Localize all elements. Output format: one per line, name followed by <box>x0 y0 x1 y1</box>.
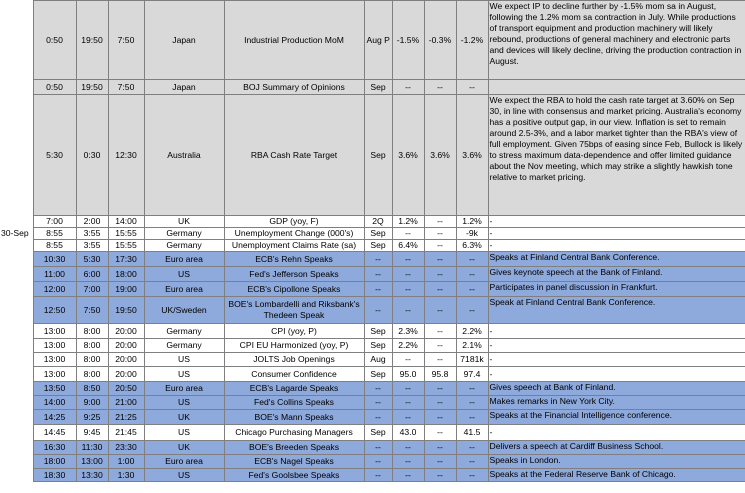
time-gmt-cell: 5:30 <box>33 95 76 216</box>
period-cell: -- <box>364 297 392 324</box>
event-cell: Consumer Confidence <box>224 367 364 382</box>
country-cell: Euro area <box>144 282 224 297</box>
date-cell <box>0 1 33 80</box>
previous-cell: 2.1% <box>456 339 488 353</box>
country-cell: Germany <box>144 324 224 339</box>
country-cell: UK/Sweden <box>144 297 224 324</box>
date-cell <box>0 410 33 425</box>
time-gmt-cell: 0:50 <box>33 1 76 80</box>
forecast-cell: -- <box>392 252 424 267</box>
comment-cell: Speaks in London. <box>488 455 745 469</box>
previous-cell: -- <box>456 455 488 469</box>
period-cell: -- <box>364 382 392 396</box>
time-asia-cell: 20:00 <box>108 324 144 339</box>
comment-cell: Speaks at the Financial Intelligence conference. <box>488 410 745 425</box>
country-cell: US <box>144 469 224 482</box>
forecast-cell: -- <box>392 282 424 297</box>
consensus-cell: -- <box>424 240 456 252</box>
time-gmt-cell: 14:45 <box>33 425 76 441</box>
country-cell: Euro area <box>144 455 224 469</box>
date-cell <box>0 297 33 324</box>
consensus-cell: -- <box>424 410 456 425</box>
time-gmt-cell: 0:50 <box>33 80 76 95</box>
forecast-cell: -- <box>392 410 424 425</box>
country-cell: US <box>144 353 224 367</box>
event-cell: BOJ Summary of Opinions <box>224 80 364 95</box>
event-cell: ECB's Cipollone Speaks <box>224 282 364 297</box>
time-gmt-cell: 13:00 <box>33 367 76 382</box>
time-et-cell: 9:25 <box>76 410 108 425</box>
period-cell: -- <box>364 396 392 410</box>
date-cell <box>0 282 33 297</box>
table-row <box>0 396 745 410</box>
date-cell <box>0 441 33 455</box>
forecast-cell: -- <box>392 455 424 469</box>
table-row <box>0 297 745 324</box>
event-cell: ECB's Rehn Speaks <box>224 252 364 267</box>
time-asia-cell: 18:00 <box>108 267 144 282</box>
table-row <box>0 324 745 339</box>
comment-cell <box>488 80 745 95</box>
country-cell: US <box>144 396 224 410</box>
time-et-cell: 3:55 <box>76 228 108 240</box>
country-cell: Japan <box>144 1 224 80</box>
time-et-cell: 2:00 <box>76 216 108 228</box>
comment-cell: We expect the RBA to hold the cash rate target at 3.60% on Sep 30, in line with consensus and market pricing. Australia's economy has a positive output gap, in our view. Inflation is set to remain around 2.5-3%, and a labor market tighter than the RBA's view of full employment. Given 75bps of easing since Feb, Bullock is likely to stress maximum data-dependence and offer limited guidance about the Nov meeting, which may strike a slightly hawkish tone relative to market pricing. <box>488 95 745 216</box>
consensus-cell: -- <box>424 396 456 410</box>
time-et-cell: 7:50 <box>76 297 108 324</box>
previous-cell: 2.2% <box>456 324 488 339</box>
previous-cell: 1.2% <box>456 216 488 228</box>
country-cell: Germany <box>144 339 224 353</box>
time-gmt-cell: 7:00 <box>33 216 76 228</box>
table-row <box>0 1 745 80</box>
time-asia-cell: 20:00 <box>108 339 144 353</box>
table-row <box>0 228 745 240</box>
forecast-cell: 3.6% <box>392 95 424 216</box>
country-cell: US <box>144 425 224 441</box>
time-asia-cell: 7:50 <box>108 80 144 95</box>
country-cell: Japan <box>144 80 224 95</box>
time-gmt-cell: 8:55 <box>33 240 76 252</box>
time-gmt-cell: 13:00 <box>33 353 76 367</box>
consensus-cell: -- <box>424 469 456 482</box>
date-cell <box>0 216 33 228</box>
time-et-cell: 19:50 <box>76 1 108 80</box>
comment-cell: Makes remarks in New York City. <box>488 396 745 410</box>
date-cell <box>0 382 33 396</box>
previous-cell: -9k <box>456 228 488 240</box>
consensus-cell: -- <box>424 441 456 455</box>
consensus-cell: -0.3% <box>424 1 456 80</box>
period-cell: Sep <box>364 425 392 441</box>
time-gmt-cell: 11:00 <box>33 267 76 282</box>
previous-cell: -- <box>456 441 488 455</box>
event-cell: Fed's Collins Speaks <box>224 396 364 410</box>
country-cell: Euro area <box>144 252 224 267</box>
consensus-cell: 3.6% <box>424 95 456 216</box>
event-cell: BOE's Breeden Speaks <box>224 441 364 455</box>
event-cell: BOE's Mann Speaks <box>224 410 364 425</box>
forecast-cell: -1.5% <box>392 1 424 80</box>
date-cell <box>0 252 33 267</box>
previous-cell: -- <box>456 80 488 95</box>
country-cell: Germany <box>144 240 224 252</box>
time-asia-cell: 19:00 <box>108 282 144 297</box>
period-cell: -- <box>364 469 392 482</box>
table-row <box>0 216 745 228</box>
previous-cell: -- <box>456 469 488 482</box>
event-cell: GDP (yoy, F) <box>224 216 364 228</box>
country-cell: UK <box>144 216 224 228</box>
time-gmt-cell: 12:50 <box>33 297 76 324</box>
forecast-cell: 6.4% <box>392 240 424 252</box>
time-asia-cell: 15:55 <box>108 228 144 240</box>
time-asia-cell: 21:25 <box>108 410 144 425</box>
time-asia-cell: 1:30 <box>108 469 144 482</box>
consensus-cell: -- <box>424 425 456 441</box>
forecast-cell: 2.3% <box>392 324 424 339</box>
previous-cell: -- <box>456 297 488 324</box>
time-gmt-cell: 13:50 <box>33 382 76 396</box>
forecast-cell: -- <box>392 396 424 410</box>
consensus-cell: -- <box>424 339 456 353</box>
consensus-cell: 95.8 <box>424 367 456 382</box>
country-cell: UK <box>144 441 224 455</box>
time-et-cell: 8:00 <box>76 353 108 367</box>
period-cell: Sep <box>364 95 392 216</box>
consensus-cell: -- <box>424 324 456 339</box>
table-row <box>0 382 745 396</box>
previous-cell: 7181k <box>456 353 488 367</box>
time-asia-cell: 19:50 <box>108 297 144 324</box>
event-cell: Chicago Purchasing Managers <box>224 425 364 441</box>
event-cell: ECB's Nagel Speaks <box>224 455 364 469</box>
country-cell: US <box>144 267 224 282</box>
previous-cell: 3.6% <box>456 95 488 216</box>
previous-cell: 6.3% <box>456 240 488 252</box>
comment-cell: Gives keynote speech at the Bank of Finland. <box>488 267 745 282</box>
date-cell <box>0 339 33 353</box>
time-et-cell: 8:00 <box>76 324 108 339</box>
time-gmt-cell: 14:00 <box>33 396 76 410</box>
comment-cell: We expect IP to decline further by -1.5% mom sa in August, following the 1.2% mom sa contraction in July. While productions of transport equipment and production machinery will likely rebound, productions of general machinery and electronic parts and devices will likely decline, driving the production contraction in August. <box>488 1 745 80</box>
forecast-cell: -- <box>392 441 424 455</box>
forecast-cell: -- <box>392 228 424 240</box>
time-gmt-cell: 13:00 <box>33 324 76 339</box>
date-cell <box>0 240 33 252</box>
consensus-cell: -- <box>424 297 456 324</box>
comment-cell: Speaks at Finland Central Bank Conference. <box>488 252 745 267</box>
previous-cell: -1.2% <box>456 1 488 80</box>
time-asia-cell: 7:50 <box>108 1 144 80</box>
period-cell: -- <box>364 252 392 267</box>
event-cell: Unemployment Change (000's) <box>224 228 364 240</box>
comment-cell: - <box>488 425 745 441</box>
time-gmt-cell: 18:00 <box>33 455 76 469</box>
previous-cell: -- <box>456 252 488 267</box>
date-cell <box>0 396 33 410</box>
time-asia-cell: 21:00 <box>108 396 144 410</box>
forecast-cell: -- <box>392 297 424 324</box>
country-cell: Australia <box>144 95 224 216</box>
comment-cell: - <box>488 353 745 367</box>
time-asia-cell: 1:00 <box>108 455 144 469</box>
table-row <box>0 252 745 267</box>
time-et-cell: 6:00 <box>76 267 108 282</box>
time-gmt-cell: 13:00 <box>33 339 76 353</box>
time-gmt-cell: 12:00 <box>33 282 76 297</box>
previous-cell: -- <box>456 282 488 297</box>
period-cell: Sep <box>364 80 392 95</box>
table-row <box>0 441 745 455</box>
table-row <box>0 469 745 482</box>
comment-cell: - <box>488 228 745 240</box>
consensus-cell: -- <box>424 216 456 228</box>
event-cell: RBA Cash Rate Target <box>224 95 364 216</box>
time-et-cell: 5:30 <box>76 252 108 267</box>
date-cell <box>0 455 33 469</box>
event-cell: Fed's Goolsbee Speaks <box>224 469 364 482</box>
consensus-cell: -- <box>424 282 456 297</box>
period-cell: Aug P <box>364 1 392 80</box>
table-row <box>0 240 745 252</box>
period-cell: -- <box>364 282 392 297</box>
time-asia-cell: 14:00 <box>108 216 144 228</box>
date-cell <box>0 267 33 282</box>
period-cell: Sep <box>364 367 392 382</box>
previous-cell: -- <box>456 396 488 410</box>
event-cell: JOLTS Job Openings <box>224 353 364 367</box>
forecast-cell: -- <box>392 353 424 367</box>
comment-cell: - <box>488 324 745 339</box>
consensus-cell: -- <box>424 267 456 282</box>
forecast-cell: 1.2% <box>392 216 424 228</box>
comment-cell: Speak at Finland Central Bank Conference. <box>488 297 745 324</box>
time-et-cell: 7:00 <box>76 282 108 297</box>
time-asia-cell: 20:50 <box>108 382 144 396</box>
period-cell: 2Q <box>364 216 392 228</box>
table-row <box>0 425 745 441</box>
event-cell: Fed's Jefferson Speaks <box>224 267 364 282</box>
time-gmt-cell: 10:30 <box>33 252 76 267</box>
time-gmt-cell: 14:25 <box>33 410 76 425</box>
comment-cell: - <box>488 240 745 252</box>
time-et-cell: 13:30 <box>76 469 108 482</box>
time-asia-cell: 20:00 <box>108 367 144 382</box>
table-row <box>0 282 745 297</box>
table-row <box>0 339 745 353</box>
forecast-cell: -- <box>392 267 424 282</box>
table-row <box>0 367 745 382</box>
date-cell <box>0 367 33 382</box>
time-et-cell: 3:55 <box>76 240 108 252</box>
time-asia-cell: 17:30 <box>108 252 144 267</box>
period-cell: Aug <box>364 353 392 367</box>
forecast-cell: -- <box>392 382 424 396</box>
time-et-cell: 8:00 <box>76 367 108 382</box>
time-et-cell: 9:45 <box>76 425 108 441</box>
time-gmt-cell: 8:55 <box>33 228 76 240</box>
previous-cell: -- <box>456 267 488 282</box>
period-cell: -- <box>364 441 392 455</box>
event-cell: ECB's Lagarde Speaks <box>224 382 364 396</box>
previous-cell: 97.4 <box>456 367 488 382</box>
date-cell <box>0 353 33 367</box>
period-cell: -- <box>364 267 392 282</box>
previous-cell: -- <box>456 382 488 396</box>
period-cell: Sep <box>364 228 392 240</box>
time-gmt-cell: 16:30 <box>33 441 76 455</box>
table-row <box>0 353 745 367</box>
forecast-cell: 43.0 <box>392 425 424 441</box>
table-row <box>0 410 745 425</box>
consensus-cell: -- <box>424 228 456 240</box>
time-gmt-cell: 18:30 <box>33 469 76 482</box>
date-cell <box>0 80 33 95</box>
event-cell: Industrial Production MoM <box>224 1 364 80</box>
time-et-cell: 0:30 <box>76 95 108 216</box>
period-cell: -- <box>364 410 392 425</box>
forecast-cell: -- <box>392 469 424 482</box>
previous-cell: 41.5 <box>456 425 488 441</box>
comment-cell: - <box>488 367 745 382</box>
consensus-cell: -- <box>424 455 456 469</box>
comment-cell: - <box>488 216 745 228</box>
time-et-cell: 8:00 <box>76 339 108 353</box>
forecast-cell: 95.0 <box>392 367 424 382</box>
date-cell <box>0 425 33 441</box>
country-cell: Euro area <box>144 382 224 396</box>
event-cell: BOE's Lombardelli and Riksbank's Thedeen Speak <box>224 297 364 324</box>
period-cell: -- <box>364 455 392 469</box>
country-cell: Germany <box>144 228 224 240</box>
consensus-cell: -- <box>424 80 456 95</box>
time-asia-cell: 20:00 <box>108 353 144 367</box>
table-row <box>0 95 745 216</box>
consensus-cell: -- <box>424 382 456 396</box>
event-cell: CPI (yoy, P) <box>224 324 364 339</box>
period-cell: Sep <box>364 324 392 339</box>
time-asia-cell: 15:55 <box>108 240 144 252</box>
forecast-cell: 2.2% <box>392 339 424 353</box>
period-cell: Sep <box>364 240 392 252</box>
time-asia-cell: 23:30 <box>108 441 144 455</box>
event-cell: Unemployment Claims Rate (sa) <box>224 240 364 252</box>
table-row <box>0 80 745 95</box>
date-cell <box>0 324 33 339</box>
consensus-cell: -- <box>424 252 456 267</box>
time-et-cell: 19:50 <box>76 80 108 95</box>
period-cell: Sep <box>364 339 392 353</box>
country-cell: US <box>144 367 224 382</box>
time-et-cell: 8:50 <box>76 382 108 396</box>
time-et-cell: 9:00 <box>76 396 108 410</box>
date-label: 30-Sep <box>1 228 29 238</box>
previous-cell: -- <box>456 410 488 425</box>
date-cell <box>0 469 33 482</box>
event-cell: CPI EU Harmonized (yoy, P) <box>224 339 364 353</box>
consensus-cell: -- <box>424 353 456 367</box>
time-asia-cell: 12:30 <box>108 95 144 216</box>
time-et-cell: 11:30 <box>76 441 108 455</box>
comment-cell: Gives speech at Bank of Finland. <box>488 382 745 396</box>
forecast-cell: -- <box>392 80 424 95</box>
country-cell: UK <box>144 410 224 425</box>
comment-cell: - <box>488 339 745 353</box>
date-cell <box>0 95 33 216</box>
comment-cell: Participates in panel discussion in Frankfurt. <box>488 282 745 297</box>
comment-cell: Speaks at the Federal Reserve Bank of Chicago. <box>488 469 745 482</box>
comment-cell: Delivers a speech at Cardiff Business School. <box>488 441 745 455</box>
table-row <box>0 267 745 282</box>
time-asia-cell: 21:45 <box>108 425 144 441</box>
table-row <box>0 455 745 469</box>
time-et-cell: 13:00 <box>76 455 108 469</box>
